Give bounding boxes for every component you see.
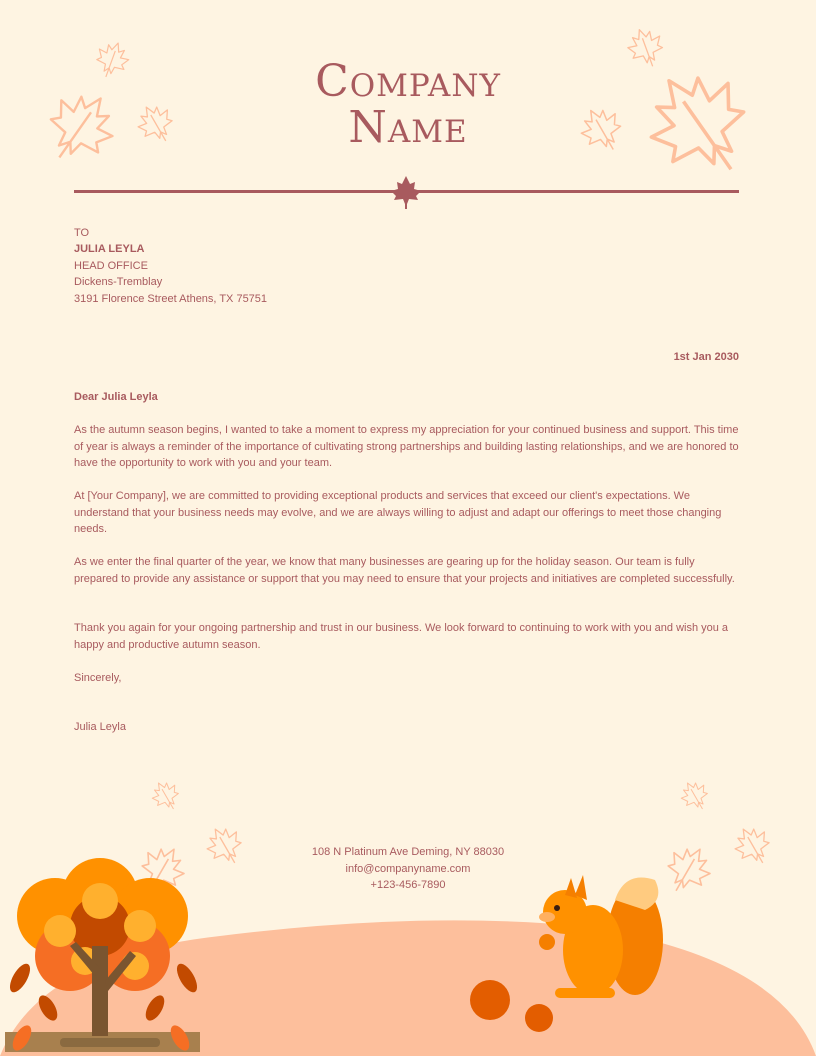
- footer-email[interactable]: info@companyname.com: [345, 863, 471, 875]
- body-paragraph: As we enter the final quarter of the year, we know that many businesses are gearing up for the holiday season. Our team is fully prepared to provide any assistance or support that you may need to ensure that your projects and initiatives are completed successfully.: [74, 556, 735, 585]
- salutation: Dear Julia Leyla: [74, 391, 158, 403]
- to-label: TO: [74, 227, 90, 239]
- body-paragraph: As the autumn season begins, I wanted to take a moment to express my appreciation for your continued business and support. This time of year is always a reminder of the importance of cultivating strong partnerships and building lasting relationships, and we are honored to have the opportunity to work with you and your team.: [74, 424, 739, 469]
- company-name-line1: Company: [315, 56, 501, 107]
- squirrel-illustration: [465, 870, 685, 1040]
- body-paragraph: Thank you again for your ongoing partnership and trust in our business. We look forward to continuing to work with you and wish you a happy and productive autumn season.: [74, 622, 729, 651]
- company-name-line2: Name: [348, 102, 468, 153]
- maple-leaf-icon: [389, 174, 423, 210]
- recipient-address: 3191 Florence Street Athens, TX 75751: [74, 293, 268, 305]
- closing: Sincerely,: [74, 672, 122, 684]
- recipient-company: Dickens-Tremblay: [74, 276, 163, 288]
- recipient-office: HEAD OFFICE: [74, 260, 148, 272]
- footer-phone: +123-456-7890: [370, 879, 446, 891]
- recipient-name: JULIA LEYLA: [74, 243, 145, 255]
- body-paragraph: At [Your Company], we are committed to providing exceptional products and services that exceed our client's expectations. We understand that your business needs may evolve, and we are always willing to adjust and adapt our offerings to meet those changing needs.: [74, 490, 722, 535]
- signature: Julia Leyla: [74, 721, 126, 733]
- footer-address: 108 N Platinum Ave Deming, NY 88030: [311, 846, 505, 858]
- letter-date: 1st Jan 2030: [673, 351, 739, 363]
